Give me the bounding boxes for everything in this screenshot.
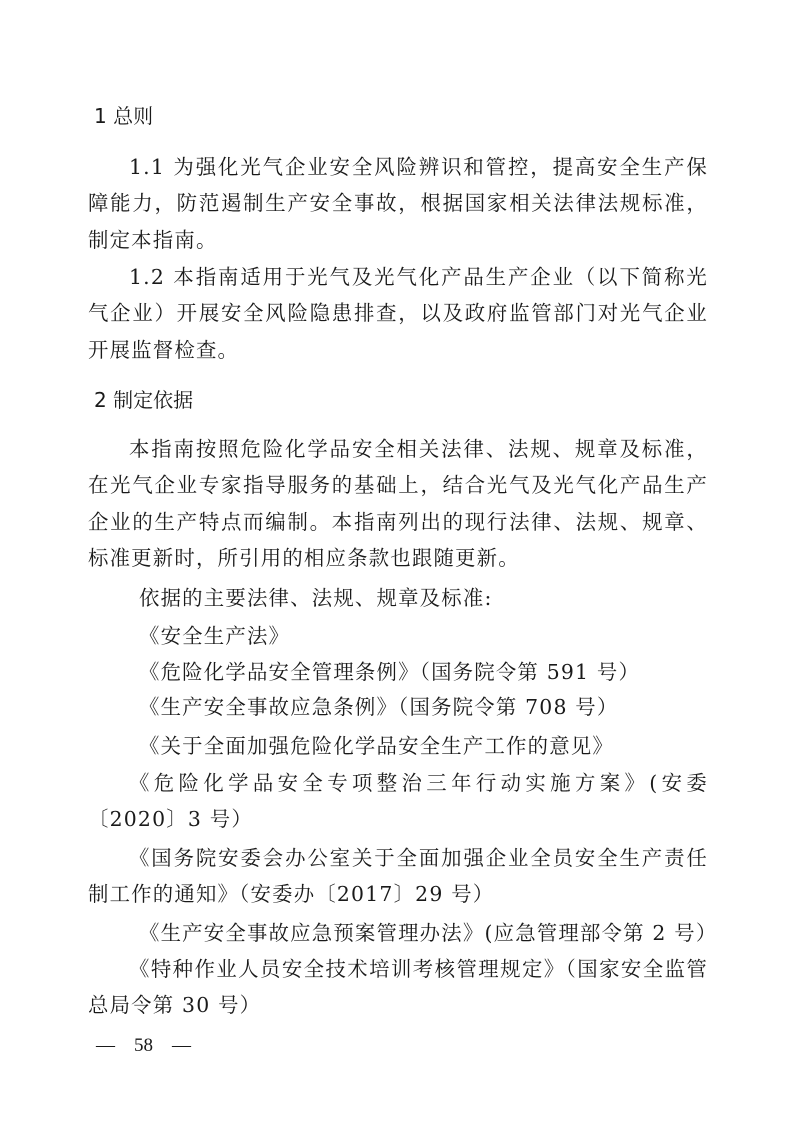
law-item: 《国务院安委会办公室关于全面加强企业全员安全生产责任制工作的通知》（安委办〔2017〕29 号） <box>88 846 708 907</box>
basis-intro: 依据的主要法律、法规、规章及标准: <box>139 586 493 610</box>
section-1-paragraph-1: 1.1 为强化光气企业安全风险辨识和管控，提高安全生产保障能力，防范遏制生产安全事故，根据国家相关法律法规标准，制定本指南。 <box>88 155 708 252</box>
section-1-paragraph-2: 1.2 本指南适用于光气及光气化产品生产企业（以下简称光气企业）开展安全风险隐患排查，以及政府监管部门对光气企业开展监督检查。 <box>88 265 708 362</box>
law-item: 《关于全面加强危险化学品安全生产工作的意见》 <box>139 734 614 758</box>
law-item: 《安全生产法》 <box>139 624 291 648</box>
law-item: 《生产安全事故应急预案管理办法》(应急管理部令第 2 号） <box>139 921 718 945</box>
section-2-paragraph-1: 本指南按照危险化学品安全相关法律、法规、规章及标准，在光气企业专家指导服务的基础上，结合光气及光气化产品生产企业的生产特点而编制。本指南列出的现行法律、法规、规章、标准更新时，所引用的相应条款也跟随更新。 <box>88 437 708 571</box>
page-number: — 58 — <box>96 1035 192 1056</box>
law-item: 《危险化学品安全管理条例》（国务院令第 591 号） <box>139 660 641 684</box>
section-2-heading: 2 制定依据 <box>94 388 194 412</box>
law-item: 《特种作业人员安全技术培训考核管理规定》（国家安全监管总局令第 30 号） <box>88 957 708 1018</box>
law-item: 《危险化学品安全专项整治三年行动实施方案》(安委〔2020〕3 号） <box>88 771 708 832</box>
section-1-heading: 1 总则 <box>94 104 154 128</box>
law-item: 《生产安全事故应急条例》（国务院令第 708 号） <box>139 695 619 719</box>
